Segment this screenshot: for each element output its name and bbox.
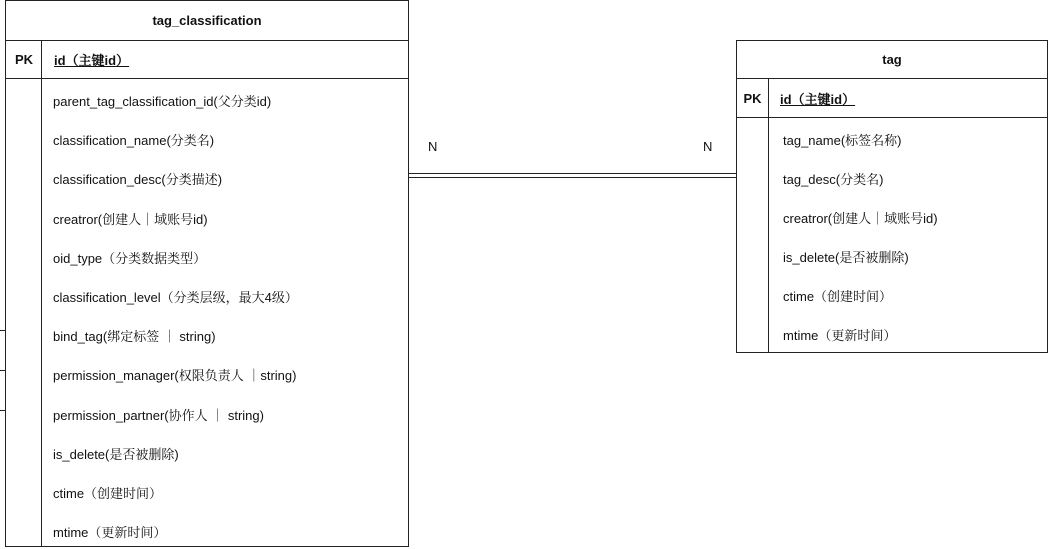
field-row[interactable]: mtime（更新时间） xyxy=(53,525,167,541)
field-row[interactable]: ctime（创建时间） xyxy=(53,486,163,501)
pk-field: id（主键id） xyxy=(54,53,130,68)
table-title: tag_classification xyxy=(6,1,408,41)
table-tag-classification[interactable] xyxy=(5,0,409,547)
cardinality-left: N xyxy=(428,139,438,154)
pk-row[interactable] xyxy=(6,41,408,79)
field-row[interactable]: oid_type（分类数据类型） xyxy=(53,250,207,266)
field-row[interactable]: classification_name(分类名) xyxy=(53,133,215,149)
connector-stub xyxy=(0,410,5,411)
field-row[interactable]: tag_name(标签名称) xyxy=(783,133,902,148)
field-row[interactable]: tag_desc(分类名) xyxy=(783,172,884,187)
relationship-line[interactable] xyxy=(409,173,736,174)
field-row[interactable]: classification_desc(分类描述) xyxy=(53,172,223,188)
pk-field: id（主键id） xyxy=(780,91,856,107)
pk-row[interactable] xyxy=(737,79,1047,118)
field-row[interactable]: creatror(创建人｜域账号id) xyxy=(53,211,208,227)
pk-label: PK xyxy=(743,90,762,106)
field-row[interactable]: ctime（创建时间） xyxy=(783,289,893,304)
field-row[interactable]: is_delete(是否被删除) xyxy=(783,250,909,265)
connector-stub xyxy=(0,370,5,371)
pk-column-divider xyxy=(41,41,42,546)
pk-column-divider xyxy=(768,79,769,352)
field-row[interactable]: permission_manager(权限负责人 ｜string) xyxy=(53,368,297,384)
relationship-line xyxy=(409,177,736,178)
cardinality-right: N xyxy=(703,139,713,154)
field-row[interactable]: is_delete(是否被删除) xyxy=(53,446,179,462)
field-row[interactable]: classification_level（分类层级，最大4级） xyxy=(53,290,298,305)
connector-stub xyxy=(0,330,5,331)
table-title: tag xyxy=(737,41,1047,79)
table-tag[interactable] xyxy=(736,40,1048,353)
field-row[interactable]: parent_tag_classification_id(父分类id) xyxy=(53,94,272,109)
field-row[interactable]: permission_partner(协作人 ｜ string) xyxy=(53,407,264,423)
field-row[interactable]: mtime（更新时间） xyxy=(783,328,897,343)
field-row[interactable]: creatror(创建人｜域账号id) xyxy=(783,211,938,226)
field-row[interactable]: bind_tag(绑定标签 ｜ string) xyxy=(53,329,216,345)
pk-label: PK xyxy=(14,52,34,67)
